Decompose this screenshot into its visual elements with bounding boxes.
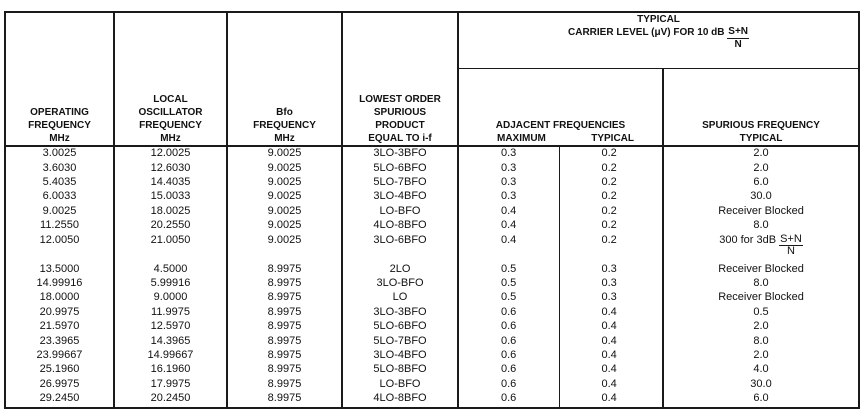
cell-adjacent-typical: 0.4 <box>559 335 663 349</box>
cell-adjacent-maximum: 0.4 <box>458 219 559 233</box>
cell-adjacent-maximum: 0.6 <box>458 349 559 363</box>
cell-local-oscillator-frequency: 14.99667 <box>114 349 227 363</box>
cell-adjacent-maximum: 0.4 <box>458 205 559 219</box>
table-row <box>5 291 859 305</box>
cell-spurious-frequency: 2.0 <box>663 320 859 334</box>
cell-bfo-frequency: 8.9975 <box>227 291 342 305</box>
cell-spurious-frequency: 8.0 <box>663 277 859 291</box>
cell-local-oscillator-frequency: 21.0050 <box>114 234 227 263</box>
cell-adjacent-typical: 0.2 <box>559 176 663 190</box>
cell-spurious-product: 4LO-8BFO <box>342 392 458 408</box>
table-row <box>5 190 859 204</box>
cell-spurious-product: LO-BFO <box>342 378 458 392</box>
cell-operating-frequency: 11.2550 <box>5 219 114 233</box>
header-adjacent-frequencies: ADJACENT FREQUENCIES MAXIMUM TYPICAL <box>458 68 663 146</box>
cell-local-oscillator-frequency: 20.2450 <box>114 392 227 408</box>
cell-bfo-frequency: 8.9975 <box>227 263 342 277</box>
cell-operating-frequency: 26.9975 <box>5 378 114 392</box>
cell-adjacent-typical: 0.2 <box>559 205 663 219</box>
header-bfo-frequency: Bfo FREQUENCY MHz <box>227 12 342 146</box>
cell-spurious-product: 3LO-4BFO <box>342 190 458 204</box>
cell-local-oscillator-frequency: 11.9975 <box>114 306 227 320</box>
cell-bfo-frequency: 8.9975 <box>227 378 342 392</box>
cell-adjacent-maximum: 0.5 <box>458 291 559 305</box>
cell-spurious-product: 5LO-6BFO <box>342 162 458 176</box>
cell-spurious-product: 2LO <box>342 263 458 277</box>
cell-adjacent-typical: 0.4 <box>559 378 663 392</box>
cell-spurious-frequency: Receiver Blocked <box>663 263 859 277</box>
cell-adjacent-typical: 0.4 <box>559 349 663 363</box>
table-row <box>5 205 859 219</box>
cell-local-oscillator-frequency: 18.0025 <box>114 205 227 219</box>
cell-adjacent-typical: 0.4 <box>559 363 663 377</box>
cell-spurious-product: 3LO-3BFO <box>342 306 458 320</box>
cell-bfo-frequency: 9.0025 <box>227 205 342 219</box>
cell-operating-frequency: 6.0033 <box>5 190 114 204</box>
cell-bfo-frequency: 8.9975 <box>227 306 342 320</box>
cell-spurious-product: LO <box>342 291 458 305</box>
table-row <box>5 378 859 392</box>
cell-adjacent-typical: 0.4 <box>559 320 663 334</box>
cell-operating-frequency: 18.0000 <box>5 291 114 305</box>
cell-adjacent-maximum: 0.6 <box>458 320 559 334</box>
cell-adjacent-typical: 0.4 <box>559 306 663 320</box>
cell-operating-frequency: 21.5970 <box>5 320 114 334</box>
cell-operating-frequency: 5.4035 <box>5 176 114 190</box>
cell-adjacent-maximum: 0.3 <box>458 176 559 190</box>
cell-adjacent-typical: 0.2 <box>559 190 663 204</box>
header-operating-frequency: OPERATING FREQUENCY MHz <box>5 12 114 146</box>
cell-local-oscillator-frequency: 4.5000 <box>114 263 227 277</box>
cell-local-oscillator-frequency: 14.4035 <box>114 176 227 190</box>
cell-spurious-product: 5LO-6BFO <box>342 320 458 334</box>
cell-spurious-frequency: 2.0 <box>663 146 859 162</box>
cell-spurious-frequency: 6.0 <box>663 176 859 190</box>
header-spurious-product: LOWEST ORDER SPURIOUS PRODUCT EQUAL TO i-f <box>342 12 458 146</box>
cell-spurious-product: 5LO-8BFO <box>342 363 458 377</box>
cell-operating-frequency: 3.6030 <box>5 162 114 176</box>
cell-operating-frequency: 13.5000 <box>5 263 114 277</box>
cell-adjacent-maximum: 0.5 <box>458 277 559 291</box>
cell-adjacent-maximum: 0.6 <box>458 392 559 408</box>
cell-bfo-frequency: 9.0025 <box>227 234 342 263</box>
cell-operating-frequency: 29.2450 <box>5 392 114 408</box>
table-row <box>5 263 859 277</box>
table-row <box>5 335 859 349</box>
cell-bfo-frequency: 8.9975 <box>227 335 342 349</box>
table-row <box>5 146 859 162</box>
cell-spurious-frequency: 0.5 <box>663 306 859 320</box>
cell-spurious-frequency: 2.0 <box>663 349 859 363</box>
cell-adjacent-typical: 0.3 <box>559 263 663 277</box>
cell-bfo-frequency: 9.0025 <box>227 219 342 233</box>
cell-spurious-frequency: 4.0 <box>663 363 859 377</box>
cell-operating-frequency: 9.0025 <box>5 205 114 219</box>
snr-fraction: $\frac{S+N}{N}$ <box>728 26 749 50</box>
cell-spurious-frequency: 2.0 <box>663 162 859 176</box>
cell-local-oscillator-frequency: 16.1960 <box>114 363 227 377</box>
cell-local-oscillator-frequency: 12.0025 <box>114 146 227 162</box>
cell-operating-frequency: 14.99916 <box>5 277 114 291</box>
cell-local-oscillator-frequency: 12.5970 <box>114 320 227 334</box>
cell-spurious-frequency: Receiver Blocked <box>663 291 859 305</box>
table-row <box>5 277 859 291</box>
cell-adjacent-typical: 0.2 <box>559 162 663 176</box>
cell-adjacent-maximum: 0.4 <box>458 234 559 263</box>
table-row <box>5 306 859 320</box>
table-row <box>5 234 859 263</box>
header-typical: TYPICAL <box>591 133 634 144</box>
cell-bfo-frequency: 8.9975 <box>227 349 342 363</box>
cell-bfo-frequency: 9.0025 <box>227 190 342 204</box>
cell-operating-frequency: 23.3965 <box>5 335 114 349</box>
frequency-spurious-table <box>4 11 860 409</box>
cell-local-oscillator-frequency: 15.0033 <box>114 190 227 204</box>
cell-adjacent-maximum: 0.3 <box>458 190 559 204</box>
cell-adjacent-maximum: 0.6 <box>458 363 559 377</box>
table-row <box>5 392 859 408</box>
cell-local-oscillator-frequency: 17.9975 <box>114 378 227 392</box>
cell-adjacent-typical: 0.2 <box>559 234 663 263</box>
cell-spurious-product: 3LO-3BFO <box>342 146 458 162</box>
cell-adjacent-maximum: 0.3 <box>458 162 559 176</box>
cell-bfo-frequency: 9.0025 <box>227 176 342 190</box>
cell-adjacent-typical: 0.2 <box>559 146 663 162</box>
table-row <box>5 320 859 334</box>
table-row <box>5 219 859 233</box>
cell-bfo-frequency: 9.0025 <box>227 146 342 162</box>
cell-spurious-product: 3LO-4BFO <box>342 349 458 363</box>
snr-fraction: $\frac{S+N}{N}$ <box>780 232 802 257</box>
cell-adjacent-maximum: 0.6 <box>458 335 559 349</box>
cell-spurious-product: 5LO-7BFO <box>342 176 458 190</box>
cell-operating-frequency: 25.1960 <box>5 363 114 377</box>
cell-bfo-frequency: 8.9975 <box>227 392 342 408</box>
cell-adjacent-typical: 0.3 <box>559 277 663 291</box>
cell-spurious-product: LO-BFO <box>342 205 458 219</box>
cell-spurious-frequency: 8.0 <box>663 335 859 349</box>
cell-adjacent-maximum: 0.3 <box>458 146 559 162</box>
table-row <box>5 176 859 190</box>
cell-adjacent-typical: 0.3 <box>559 291 663 305</box>
cell-adjacent-maximum: 0.6 <box>458 378 559 392</box>
cell-spurious-frequency: 6.0 <box>663 392 859 408</box>
cell-bfo-frequency: 8.9975 <box>227 363 342 377</box>
cell-adjacent-typical: 0.2 <box>559 219 663 233</box>
table-row <box>5 349 859 363</box>
header-spurious-frequency-typical: SPURIOUS FREQUENCY TYPICAL <box>663 68 859 146</box>
cell-local-oscillator-frequency: 20.2550 <box>114 219 227 233</box>
cell-bfo-frequency: 9.0025 <box>227 162 342 176</box>
cell-bfo-frequency: 8.9975 <box>227 277 342 291</box>
cell-spurious-frequency: 30.0 <box>663 378 859 392</box>
cell-spurious-product: 3LO-6BFO <box>342 234 458 263</box>
cell-spurious-frequency: 30.0 <box>663 190 859 204</box>
cell-local-oscillator-frequency: 5.99916 <box>114 277 227 291</box>
header-maximum: MAXIMUM <box>497 133 546 144</box>
cell-operating-frequency: 12.0050 <box>5 234 114 263</box>
header-typical-carrier-level: TYPICAL CARRIER LEVEL (μV) FOR 10 dB $\frac{S+N}{N}$ <box>458 12 859 68</box>
cell-spurious-product: 5LO-7BFO <box>342 335 458 349</box>
cell-adjacent-maximum: 0.5 <box>458 263 559 277</box>
table-row <box>5 363 859 377</box>
cell-adjacent-typical: 0.4 <box>559 392 663 408</box>
cell-spurious-product: 3LO-BFO <box>342 277 458 291</box>
table-row <box>5 162 859 176</box>
cell-spurious-frequency: 8.0 <box>663 219 859 233</box>
cell-local-oscillator-frequency: 14.3965 <box>114 335 227 349</box>
cell-local-oscillator-frequency: 9.0000 <box>114 291 227 305</box>
header-local-oscillator-frequency: LOCAL OSCILLATOR FREQUENCY MHz <box>114 12 227 146</box>
cell-adjacent-maximum: 0.6 <box>458 306 559 320</box>
cell-spurious-product: 4LO-8BFO <box>342 219 458 233</box>
cell-bfo-frequency: 8.9975 <box>227 320 342 334</box>
cell-spurious-frequency: Receiver Blocked <box>663 205 859 219</box>
cell-operating-frequency: 20.9975 <box>5 306 114 320</box>
cell-operating-frequency: 23.99667 <box>5 349 114 363</box>
cell-spurious-frequency: 300 for 3dB $\frac{S+N}{N}$ <box>663 234 859 263</box>
cell-operating-frequency: 3.0025 <box>5 146 114 162</box>
cell-local-oscillator-frequency: 12.6030 <box>114 162 227 176</box>
